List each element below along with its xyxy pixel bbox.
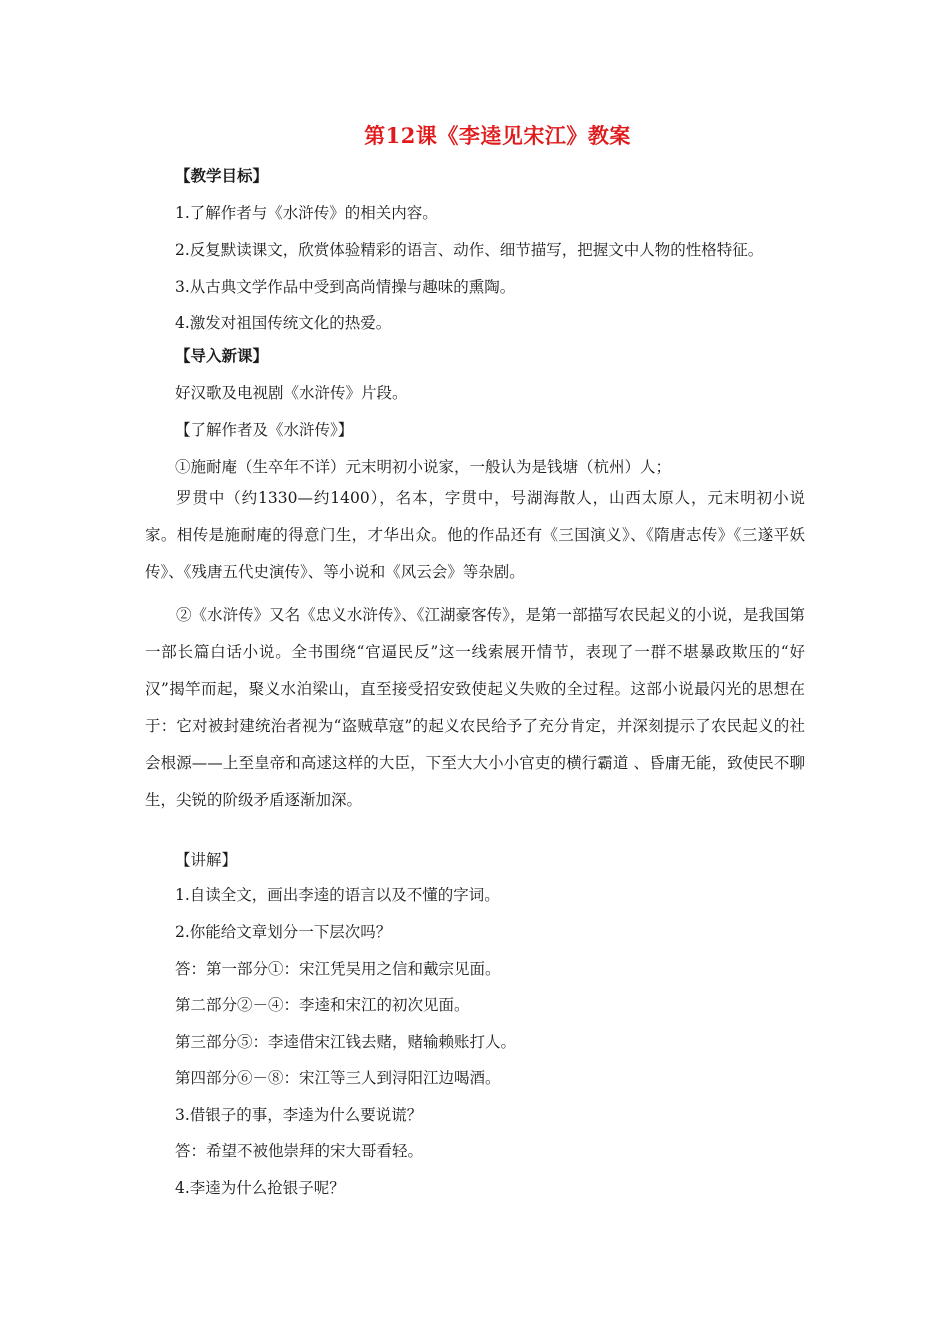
explain-line: 第三部分⑤：李逵借宋江钱去赌，赌输赖账打人。 [175,1033,517,1051]
objective-item: 2.反复默读课文，欣赏体验精彩的语言、动作、细节描写，把握文中人物的性格特征。 [175,241,764,259]
author-heading: 【了解作者及《水浒传》】 [175,421,354,439]
explain-line: 3.借银子的事，李逵为什么要说谎？ [175,1106,423,1124]
objective-item: 3.从古典文学作品中受到高尚情操与趣味的熏陶。 [175,278,516,296]
intro-text: 好汉歌及电视剧《水浒传》片段。 [175,384,408,402]
explain-line: 第四部分⑥－⑧：宋江等三人到浔阳江边喝酒。 [175,1069,501,1087]
author-paragraph-2: 罗贯中（约1330—约1400），名本，字贯中，号湖海散人，山西太原人，元末明初小说家。相传是施耐庵的得意门生，才华出众。他的作品还有《三国演义》、《隋唐志传》《三遂平妖传》、《残唐五代史演传》、等小说和《风云会》等杂剧。 [145,489,805,581]
explain-line: 答：希望不被他崇拜的宋大哥看轻。 [175,1142,424,1160]
author-paragraph-1: ①施耐庵（生卒年不详）元末明初小说家，一般认为是钱塘（杭州）人； [175,458,672,476]
intro-heading: 【导入新课】 [175,346,269,365]
explain-line: 4.李逵为什么抢银子呢？ [175,1179,345,1197]
explain-line: 1.自读全文，画出李逵的语言以及不懂的字词。 [175,886,500,904]
explain-line: 第二部分②－④：李逵和宋江的初次见面。 [175,996,470,1014]
novel-paragraph: ②《水浒传》又名《忠义水浒传》、《江湖豪客传》，是第一部描写农民起义的小说，是我国第一部长篇白话小说。全书围绕“官逼民反”这一线索展开情节，表现了一群不堪暴政欺压的“好汉”揭竿而起，聚义水泊梁山，直至接受招安致使起义失败的全过程。这部小说最闪光的思想在于：它对被封建统治者视为“盗贼草寇”的起义农民给予了充分肯定，并深刻提示了农民起义的社会根源——上至皇帝和高逑这样的大臣，下至大大小小官吏的横行霸道 、昏庸无能，致使民不聊生，尖锐的阶级矛盾逐渐加深。 [145,606,805,809]
objective-item: 4.激发对祖国传统文化的热爱。 [175,314,392,332]
explain-line: 2.你能给文章划分一下层次吗？ [175,923,392,941]
objective-item: 1.了解作者与《水浒传》的相关内容。 [175,204,438,222]
objectives-heading: 【教学目标】 [175,166,269,185]
page-title: 第12课《李逵见宋江》教案 [364,123,631,148]
explain-heading: 【讲解】 [175,851,238,869]
explain-line: 答：第一部分①：宋江凭吴用之信和戴宗见面。 [175,960,501,978]
